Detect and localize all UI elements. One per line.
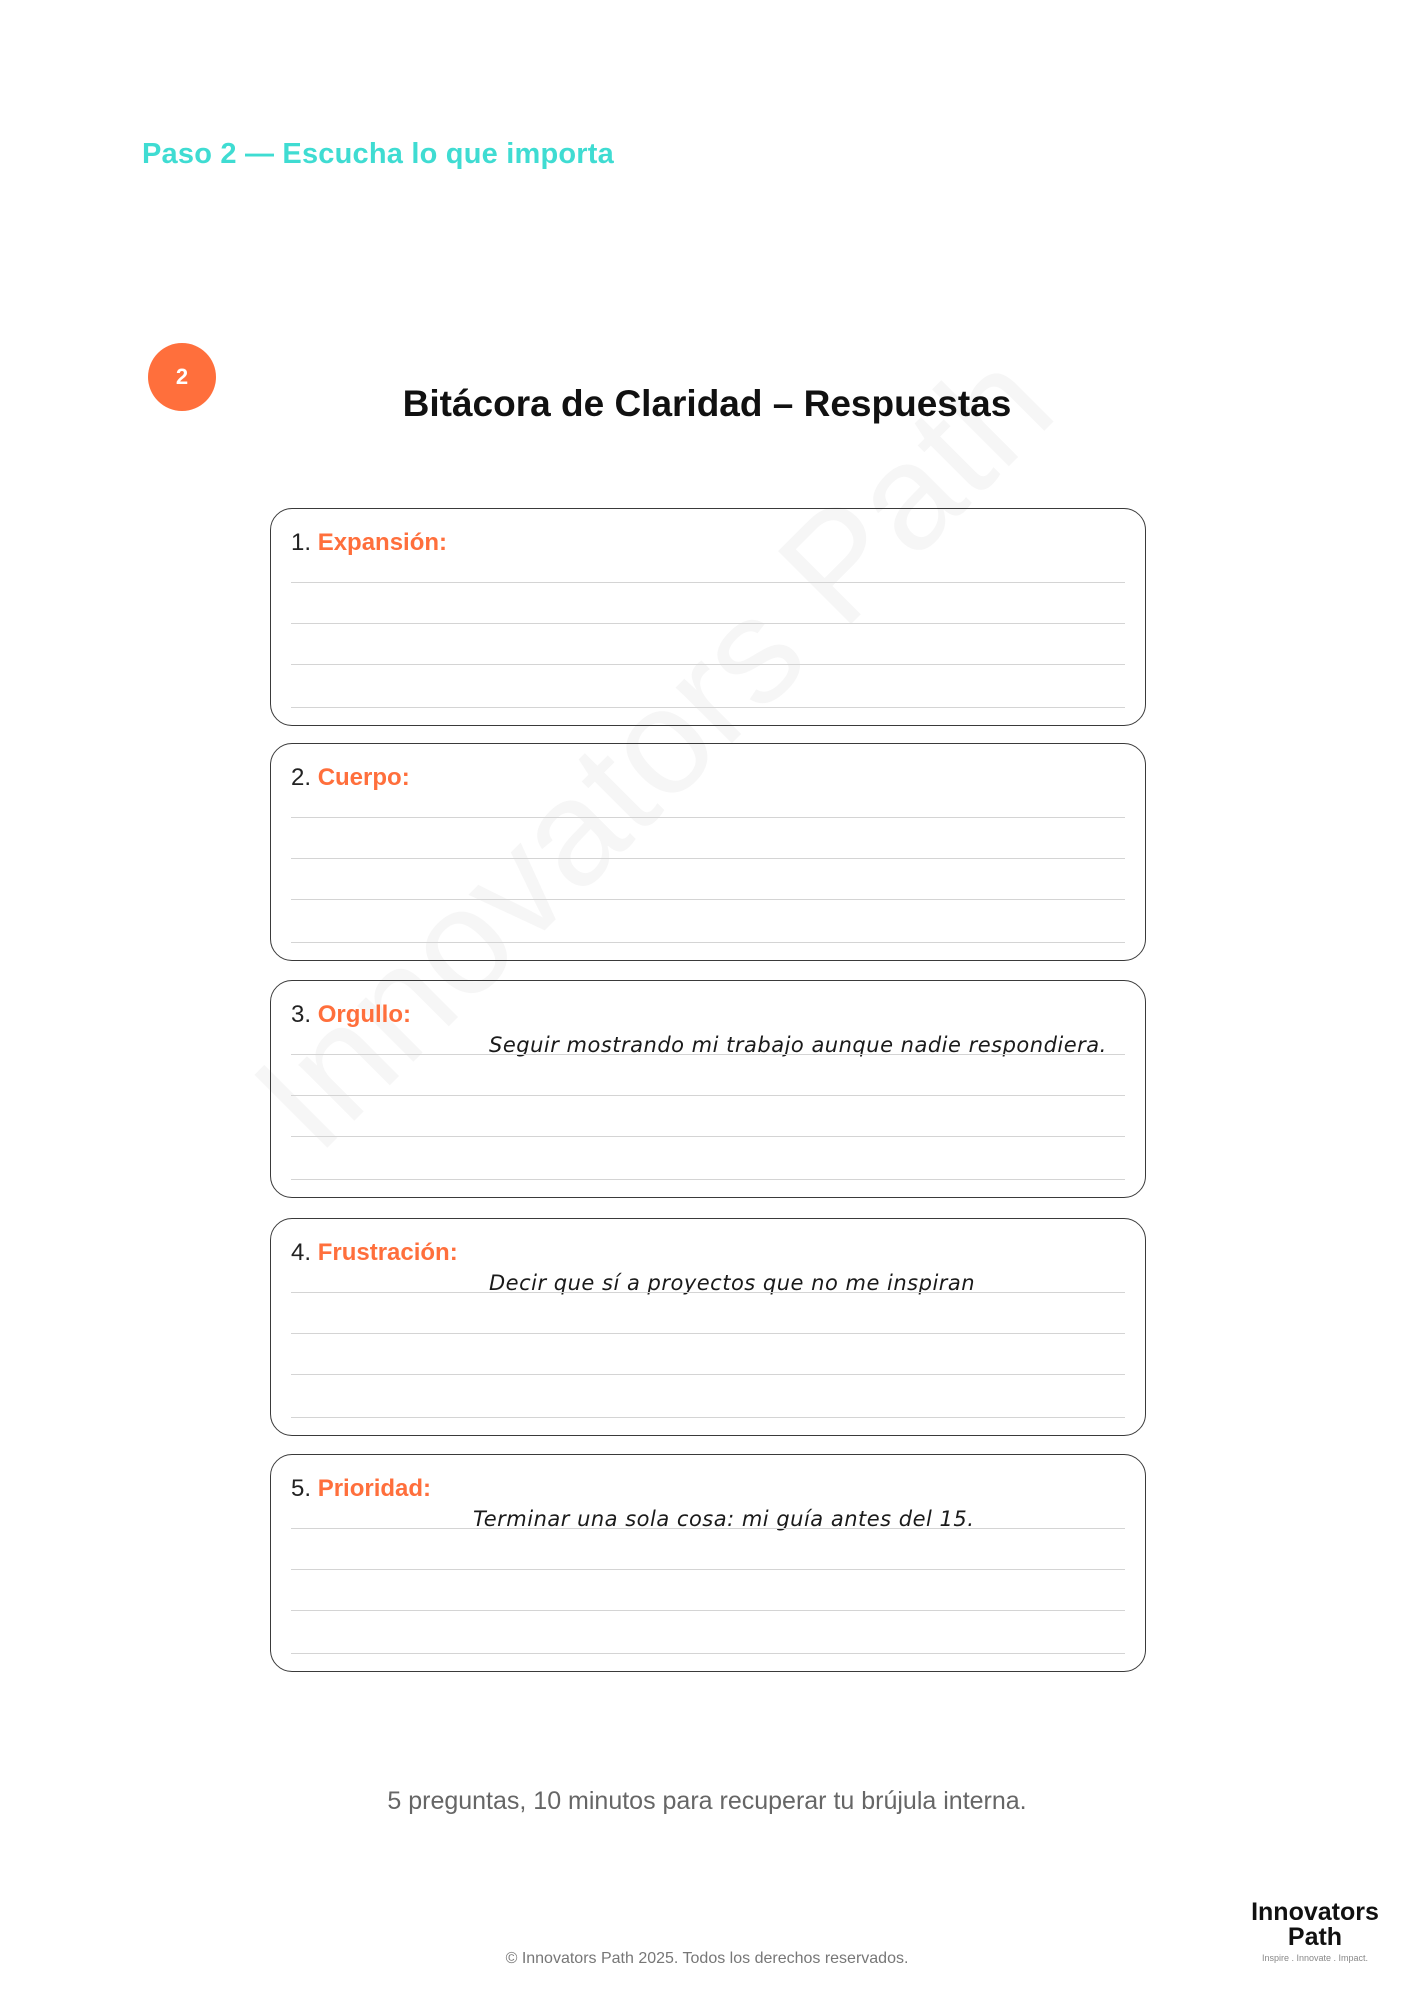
answer-line <box>291 1569 1125 1570</box>
question-name: Prioridad: <box>317 1475 432 1502</box>
question-name: Expansión: <box>317 529 448 556</box>
handwritten-answer: Decir que sí a proyectos que no me inspiran <box>489 1271 976 1295</box>
step-header: Paso 2 — Escucha lo que importa <box>142 138 614 170</box>
answer-line <box>291 899 1125 900</box>
question-card-expansion <box>270 508 1146 726</box>
answer-line <box>291 1610 1125 1611</box>
answer-line <box>291 1292 1125 1293</box>
answer-line <box>291 817 1125 818</box>
handwritten-answer: Seguir mostrando mi trabajo aunque nadie respondiera. <box>489 1033 1107 1057</box>
question-label <box>291 1239 458 1267</box>
answer-line <box>291 1417 1125 1418</box>
answer-line <box>291 858 1125 859</box>
logo-wordmark-line1: Innovators <box>1251 1898 1379 1926</box>
page-title: Bitácora de Claridad – Respuestas <box>402 383 1012 424</box>
question-name: Frustración: <box>317 1239 458 1266</box>
logo-tagline: Inspire . Innovate . Impact. <box>1261 1953 1369 1963</box>
answer-line <box>291 1653 1125 1654</box>
answer-line <box>291 623 1125 624</box>
question-number: 4. <box>291 1239 312 1266</box>
handwritten-answer: Terminar una sola cosa: mi guía antes del 15. <box>473 1507 975 1531</box>
brand-logo <box>1240 1900 1390 1963</box>
copyright-notice: © Innovators Path 2025. Todos los derechos reservados. <box>505 1950 909 1967</box>
question-name: Cuerpo: <box>317 764 410 791</box>
question-card-frustracion <box>270 1218 1146 1436</box>
answer-line <box>291 1374 1125 1375</box>
question-card-orgullo <box>270 980 1146 1198</box>
answer-line <box>291 1333 1125 1334</box>
question-number: 1. <box>291 529 312 556</box>
answer-line <box>291 582 1125 583</box>
answer-line <box>291 942 1125 943</box>
answer-line <box>291 707 1125 708</box>
answer-line <box>291 1054 1125 1055</box>
question-label <box>291 1001 411 1029</box>
step-badge: 2 <box>148 343 216 411</box>
answer-line <box>291 1528 1125 1529</box>
question-label <box>291 1475 431 1503</box>
question-number: 2. <box>291 764 312 791</box>
answer-line <box>291 1136 1125 1137</box>
question-card-prioridad <box>270 1454 1146 1672</box>
answer-line <box>291 1179 1125 1180</box>
logo-wordmark-line2: Path <box>1287 1923 1343 1951</box>
answer-line <box>291 664 1125 665</box>
question-number: 3. <box>291 1001 312 1028</box>
question-label <box>291 764 410 792</box>
question-card-cuerpo <box>270 743 1146 961</box>
answer-line <box>291 1095 1125 1096</box>
question-number: 5. <box>291 1475 312 1502</box>
question-label <box>291 529 447 557</box>
footer-tagline: 5 preguntas, 10 minutos para recuperar tu brújula interna. <box>387 1787 1027 1815</box>
question-name: Orgullo: <box>317 1001 412 1028</box>
